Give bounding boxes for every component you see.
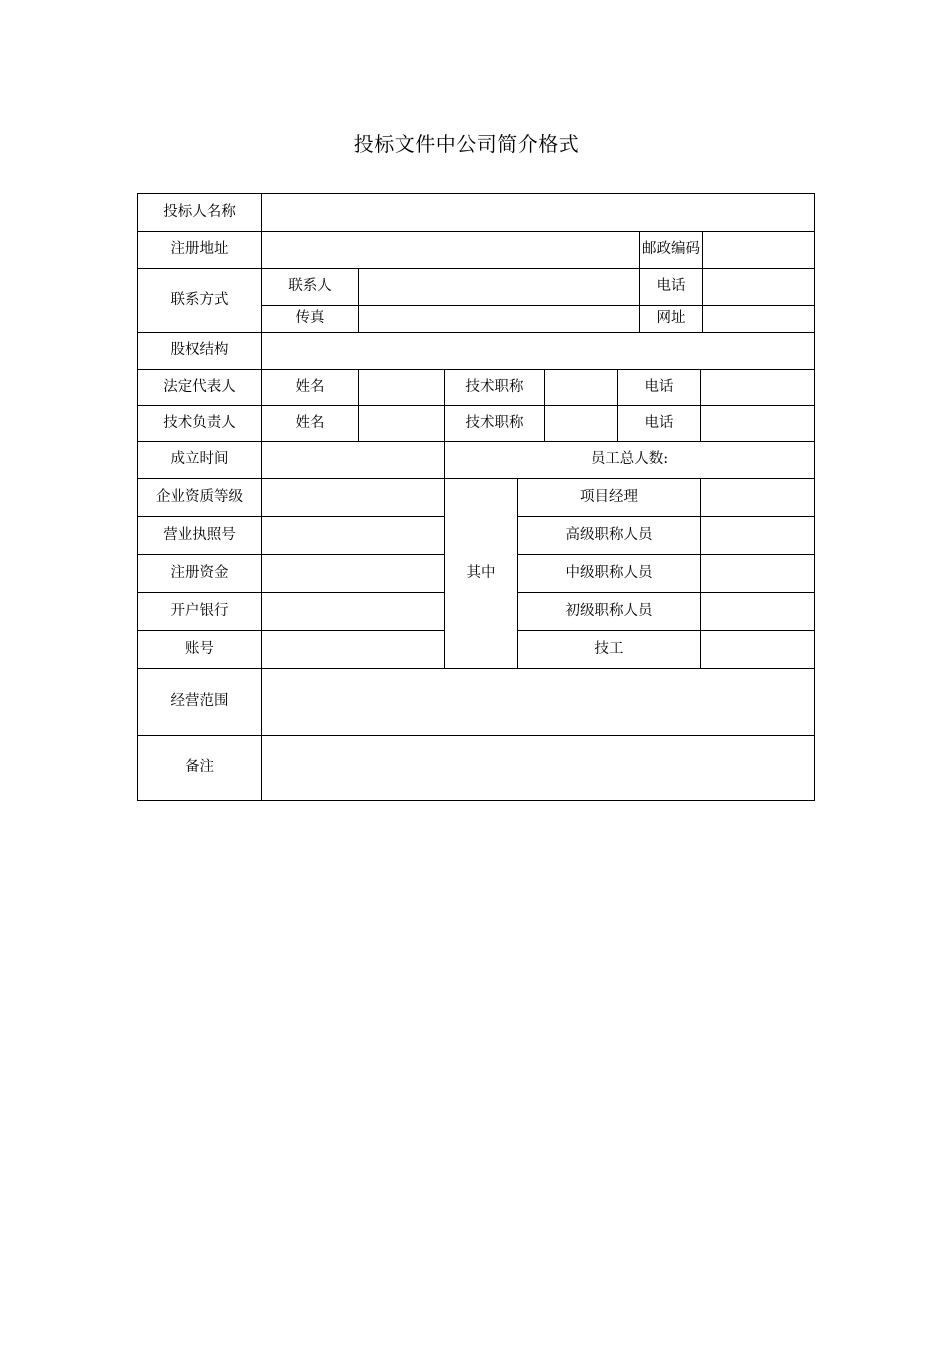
label-legal-rep-name: 姓名: [262, 370, 359, 406]
label-contact-person: 联系人: [262, 269, 359, 306]
label-legal-rep-title: 技术职称: [445, 370, 545, 406]
field-business-license[interactable]: [262, 517, 445, 555]
field-established[interactable]: [262, 442, 445, 479]
label-project-manager: 项目经理: [518, 479, 701, 517]
row-ownership: [138, 333, 815, 370]
row-contact-1: [138, 269, 815, 306]
field-project-manager[interactable]: [701, 479, 815, 517]
field-ownership[interactable]: [262, 333, 815, 370]
label-tech-lead-name: 姓名: [262, 406, 359, 442]
field-reg-capital[interactable]: [262, 555, 445, 593]
field-tech-lead-title[interactable]: [545, 406, 618, 442]
field-business-scope[interactable]: [262, 669, 815, 736]
row-legal-rep: [138, 370, 815, 406]
company-profile-table: [137, 193, 815, 801]
field-tech-lead-phone[interactable]: [701, 406, 815, 442]
label-bidder-name: 投标人名称: [138, 194, 262, 232]
field-bank[interactable]: [262, 593, 445, 631]
field-contact-person[interactable]: [359, 269, 640, 306]
label-qualification: 企业资质等级: [138, 479, 262, 517]
field-website[interactable]: [703, 306, 815, 333]
label-employee-total: 员工总人数:: [445, 442, 815, 479]
label-among: 其中: [445, 479, 518, 669]
field-technician[interactable]: [701, 631, 815, 669]
row-reg-address: [138, 232, 815, 269]
field-contact-phone[interactable]: [703, 269, 815, 306]
label-established: 成立时间: [138, 442, 262, 479]
field-postal-code[interactable]: [703, 232, 815, 269]
label-reg-capital: 注册资金: [138, 555, 262, 593]
label-tech-lead-title: 技术职称: [445, 406, 545, 442]
row-tech-lead: [138, 406, 815, 442]
label-business-license: 营业执照号: [138, 517, 262, 555]
label-reg-address: 注册地址: [138, 232, 262, 269]
label-technician: 技工: [518, 631, 701, 669]
label-tech-lead-phone: 电话: [618, 406, 701, 442]
field-reg-address[interactable]: [262, 232, 640, 269]
label-tech-lead: 技术负责人: [138, 406, 262, 442]
field-legal-rep-title[interactable]: [545, 370, 618, 406]
field-fax[interactable]: [359, 306, 640, 333]
label-account: 账号: [138, 631, 262, 669]
field-remarks[interactable]: [262, 736, 815, 801]
label-mid-staff: 中级职称人员: [518, 555, 701, 593]
label-fax: 传真: [262, 306, 359, 333]
row-remarks: [138, 736, 815, 801]
label-senior-staff: 高级职称人员: [518, 517, 701, 555]
field-bidder-name[interactable]: [262, 194, 815, 232]
row-established: [138, 442, 815, 479]
page-title: 投标文件中公司简介格式: [353, 132, 580, 156]
label-ownership: 股权结构: [138, 333, 262, 370]
row-qualification: [138, 479, 815, 517]
label-contact-phone: 电话: [640, 269, 703, 306]
field-qualification[interactable]: [262, 479, 445, 517]
field-account[interactable]: [262, 631, 445, 669]
field-tech-lead-name[interactable]: [359, 406, 445, 442]
label-remarks: 备注: [138, 736, 262, 801]
row-business-scope: [138, 669, 815, 736]
field-junior-staff[interactable]: [701, 593, 815, 631]
label-website: 网址: [640, 306, 703, 333]
label-legal-rep: 法定代表人: [138, 370, 262, 406]
label-contact-method: 联系方式: [138, 269, 262, 333]
label-bank: 开户银行: [138, 593, 262, 631]
label-business-scope: 经营范围: [138, 669, 262, 736]
field-senior-staff[interactable]: [701, 517, 815, 555]
field-mid-staff[interactable]: [701, 555, 815, 593]
label-junior-staff: 初级职称人员: [518, 593, 701, 631]
row-bidder-name: [138, 194, 815, 232]
field-legal-rep-name[interactable]: [359, 370, 445, 406]
label-postal-code: 邮政编码: [640, 232, 703, 269]
field-legal-rep-phone[interactable]: [701, 370, 815, 406]
label-legal-rep-phone: 电话: [618, 370, 701, 406]
